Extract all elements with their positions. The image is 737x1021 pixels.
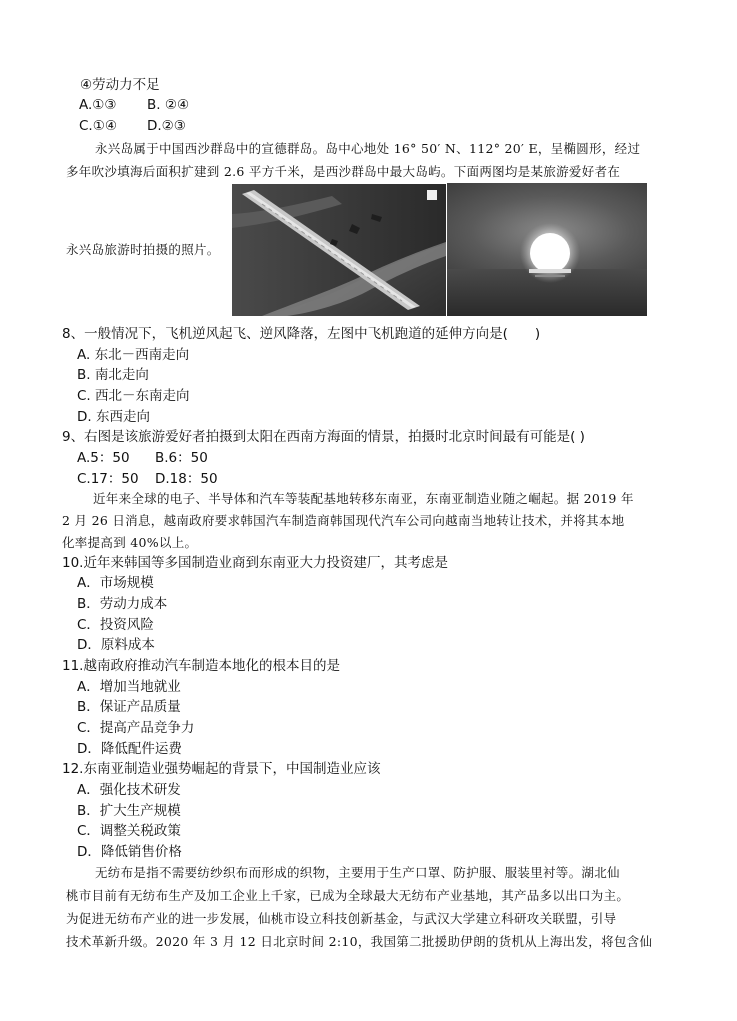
q11-option-d: D．降低配件运费 — [77, 741, 182, 757]
passage-nonwoven-line3: 为促进无纺布产业的进一步发展，仙桃市设立科技创新基金，与武汉大学建立科研攻关联盟，引导 — [66, 911, 617, 926]
passage-nonwoven-line2: 桃市目前有无纺布生产及加工企业上千家，已成为全球最大无纺布产业基地，其产品多以出口为主。 — [66, 888, 630, 903]
q8-option-b: B. 南北走向 — [77, 367, 149, 383]
q7-option-a: A.①③ — [79, 97, 117, 113]
q9-option-d: D.18：50 — [155, 471, 218, 487]
q7-item-4: ④劳动力不足 — [80, 77, 160, 93]
q9-option-c: C.17：50 — [77, 471, 139, 487]
passage-yongxing-line1: 永兴岛属于中国西沙群岛中的宣德群岛。岛中心地处 16° 50′ N、112° 20′ E，呈椭圆形，经过 — [95, 141, 641, 156]
q11-stem: 11.越南政府推动汽车制造本地化的根本目的是 — [62, 658, 340, 674]
q8-option-a: A. 东北－西南走向 — [77, 347, 190, 363]
q10-stem: 10.近年来韩国等多国制造业商到东南亚大力投资建厂，其考虑是 — [62, 555, 448, 571]
q10-option-d: D．原料成本 — [77, 637, 155, 653]
passage-nonwoven-line1: 无纺布是指不需要纺纱织布而形成的织物，主要用于生产口罩、防护服、服装里衬等。湖北仙 — [95, 865, 620, 880]
q9-option-a: A.5：50 — [77, 450, 130, 466]
q12-option-a: A．强化技术研发 — [77, 782, 181, 798]
q12-stem: 12.东南亚制造业强势崛起的背景下，中国制造业应该 — [62, 761, 381, 777]
passage-nonwoven-line4: 技术革新升级。2020 年 3 月 12 日北京时间 2:10，我国第二批援助伊朗的货机从上海出发，将包含仙 — [66, 934, 653, 949]
runway-aerial-photo — [232, 184, 446, 316]
passage-sea-manufacturing-line2: 2 月 26 日消息，越南政府要求韩国汽车制造商韩国现代汽车公司向越南当地转让技术，并将其本地 — [62, 513, 625, 528]
q7-option-b: B. ②④ — [147, 97, 190, 113]
q7-option-c: C.①④ — [79, 118, 117, 134]
q9-stem: 9、右图是该旅游爱好者拍摄到太阳在西南方海面的情景，拍摄时北京时间最有可能是( ) — [62, 429, 585, 445]
q10-option-c: C．投资风险 — [77, 617, 154, 633]
q7-options-row2 — [79, 117, 186, 135]
q7-options-row1 — [79, 96, 189, 114]
q9-option-b: B.6：50 — [155, 450, 208, 466]
q8-option-c: C. 西北－东南走向 — [77, 388, 190, 404]
runway-aerial-image — [232, 184, 446, 316]
q11-option-a: A．增加当地就业 — [77, 679, 181, 695]
passage-sea-manufacturing-line1: 近年来全球的电子、半导体和汽车等装配基地转移东南亚，东南亚制造业随之崛起。据 2019 年 — [93, 491, 634, 506]
q11-option-c: C．提高产品竞争力 — [77, 720, 195, 736]
q7-option-d: D.②③ — [147, 118, 186, 134]
q12-option-b: B．扩大生产规模 — [77, 803, 181, 819]
q8-option-d: D. 东西走向 — [77, 409, 150, 425]
passage-sea-manufacturing-line3: 化率提高到 40%以上。 — [62, 535, 198, 550]
sunset-sea-image — [447, 183, 647, 316]
q9-options-row1 — [77, 449, 208, 467]
q11-option-b: B．保证产品质量 — [77, 699, 181, 715]
sunset-sea-photo — [447, 183, 647, 316]
q12-option-c: C．调整关税政策 — [77, 823, 181, 839]
q9-options-row2 — [77, 470, 218, 488]
passage-yongxing-line2: 多年吹沙填海后面积扩建到 2.6 平方千米，是西沙群岛中最大岛屿。下面两图均是某旅游爱好者在 — [66, 164, 621, 179]
q12-option-d: D．降低销售价格 — [77, 844, 182, 860]
q8-stem: 8、一般情况下，飞机逆风起飞、逆风降落，左图中飞机跑道的延伸方向是( ) — [62, 326, 541, 342]
q10-option-b: B．劳动力成本 — [77, 596, 168, 612]
passage-yongxing-line3: 永兴岛旅游时拍摄的照片。 — [66, 242, 220, 257]
q10-option-a: A．市场规模 — [77, 575, 154, 591]
